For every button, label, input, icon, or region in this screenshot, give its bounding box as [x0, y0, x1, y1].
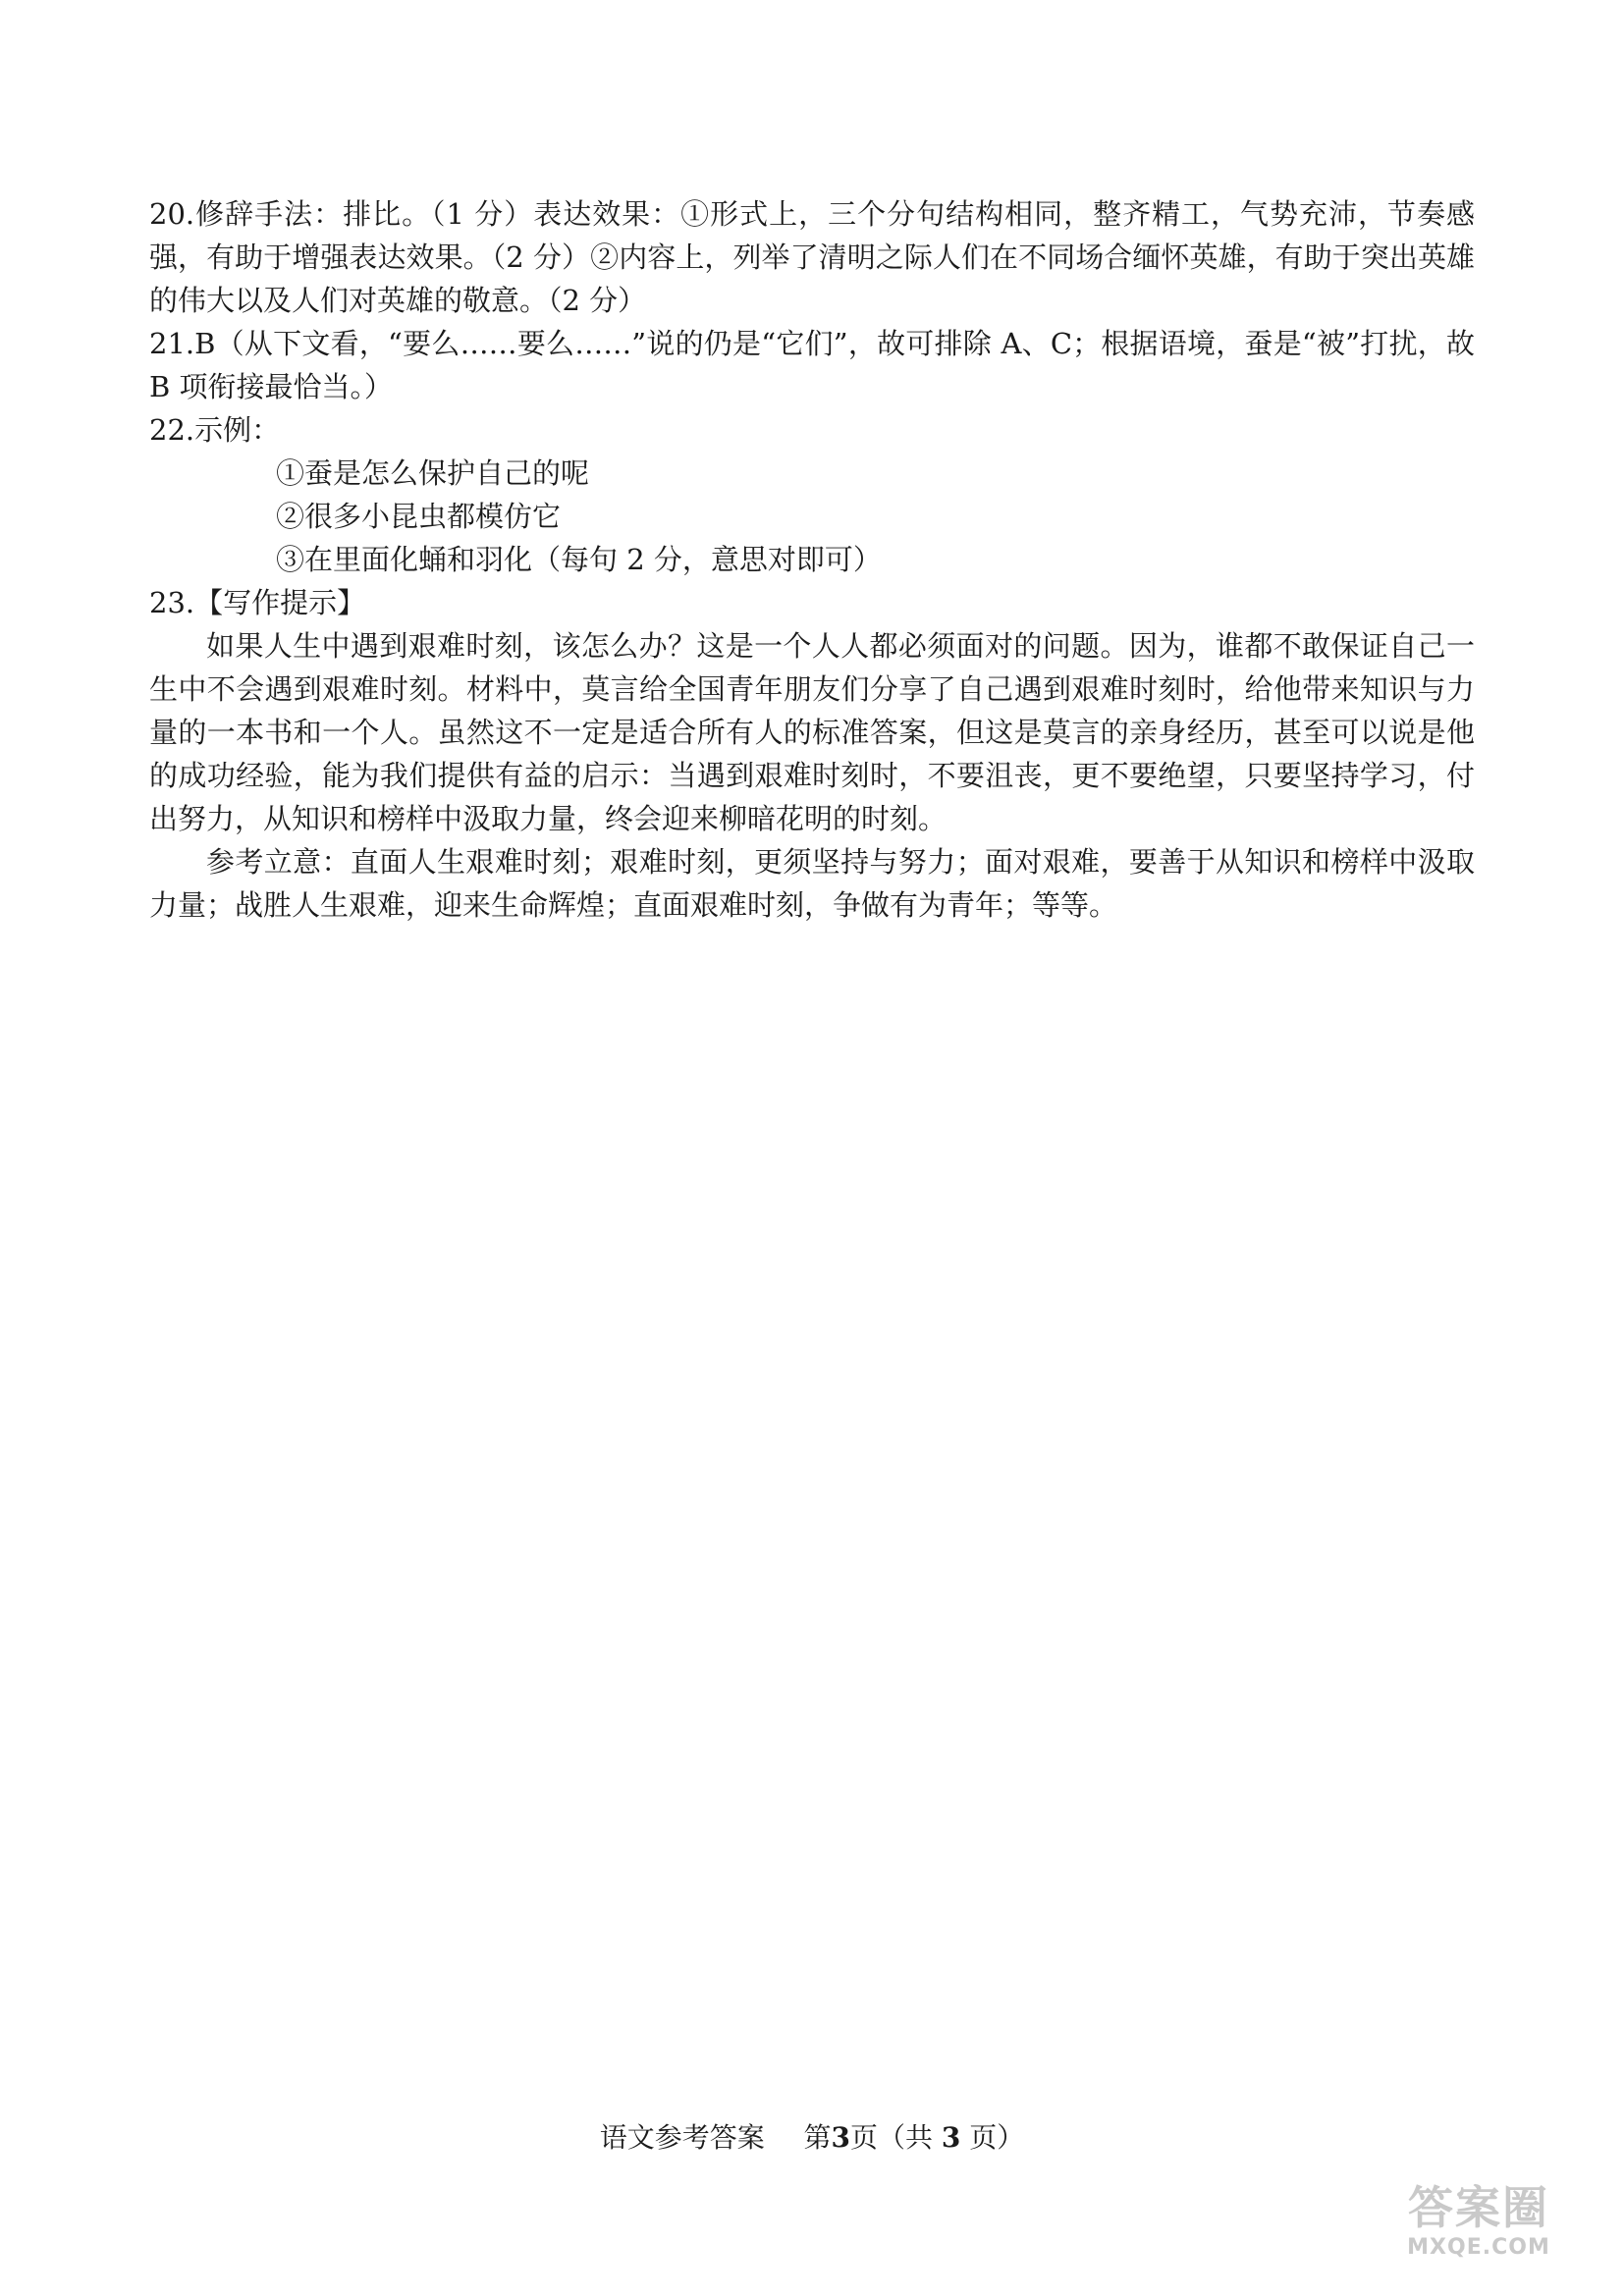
- answer-22-item-2: ②很多小昆虫都模仿它: [276, 500, 562, 533]
- answer-21: 21.B（从下文看，“要么……要么……”说的仍是“它们”，故可排除 A、C；根据语境，蚕是“被”打扰，故 B 项衔接最恰当。）: [149, 327, 1475, 403]
- footer-subject: 语文参考答案: [599, 2121, 765, 2154]
- footer-page-suffix: 页（共: [850, 2121, 942, 2154]
- answer-22-label: 22.示例：: [149, 413, 281, 447]
- footer-total-suffix: 页）: [960, 2121, 1025, 2154]
- watermark-logo-url: MXQE.COM: [1407, 2235, 1550, 2260]
- answer-23-paragraph-1: 如果人生中遇到艰难时刻，该怎么办？这是一个人人都必须面对的问题。因为，谁都不敢保证自己一生中不会遇到艰难时刻。材料中，莫言给全国青年朋友们分享了自己遇到艰难时刻时，给他带来知识与力量的一本书和一个人。虽然这不一定是适合所有人的标准答案，但这是莫言的亲身经历，甚至可以说是他的成功经验，能为我们提供有益的启示：当遇到艰难时刻时，不要沮丧，更不要绝望，只要坚持学习，付出努力，从知识和榜样中汲取力量，终会迎来柳暗花明的时刻。: [149, 629, 1475, 835]
- answer-23-heading: 23.【写作提示】: [149, 586, 366, 619]
- answer-23: [149, 581, 1475, 927]
- answer-22: [149, 408, 1475, 581]
- watermark-logo-mark: 答案圈: [1408, 2181, 1549, 2234]
- answer-22-list: [149, 452, 1475, 581]
- footer-page-prefix: 第: [803, 2121, 832, 2154]
- footer-total-pages: 3: [941, 2121, 961, 2154]
- page-footer: [0, 2118, 1624, 2158]
- footer-page-number: 3: [831, 2121, 851, 2154]
- answer-22-item-1: ①蚕是怎么保护自己的呢: [276, 456, 590, 490]
- answer-22-item-3: ③在里面化蛹和羽化（每句 2 分，意思对即可）: [276, 543, 882, 576]
- answer-23-paragraph-2: 参考立意：直面人生艰难时刻；艰难时刻，更须坚持与努力；面对艰难，要善于从知识和榜样中汲取力量；战胜人生艰难，迎来生命辉煌；直面艰难时刻，争做有为青年；等等。: [149, 845, 1475, 922]
- watermark-logo: [1380, 2180, 1577, 2278]
- answer-sheet-content: [149, 192, 1475, 927]
- answer-20: 20.修辞手法：排比。（1 分）表达效果：①形式上，三个分句结构相同，整齐精工，气势充沛，节奏感强，有助于增强表达效果。（2 分）②内容上，列举了清明之际人们在不同场合缅怀英雄，有助于突出英雄的伟大以及人们对英雄的敬意。（2 分）: [149, 197, 1475, 317]
